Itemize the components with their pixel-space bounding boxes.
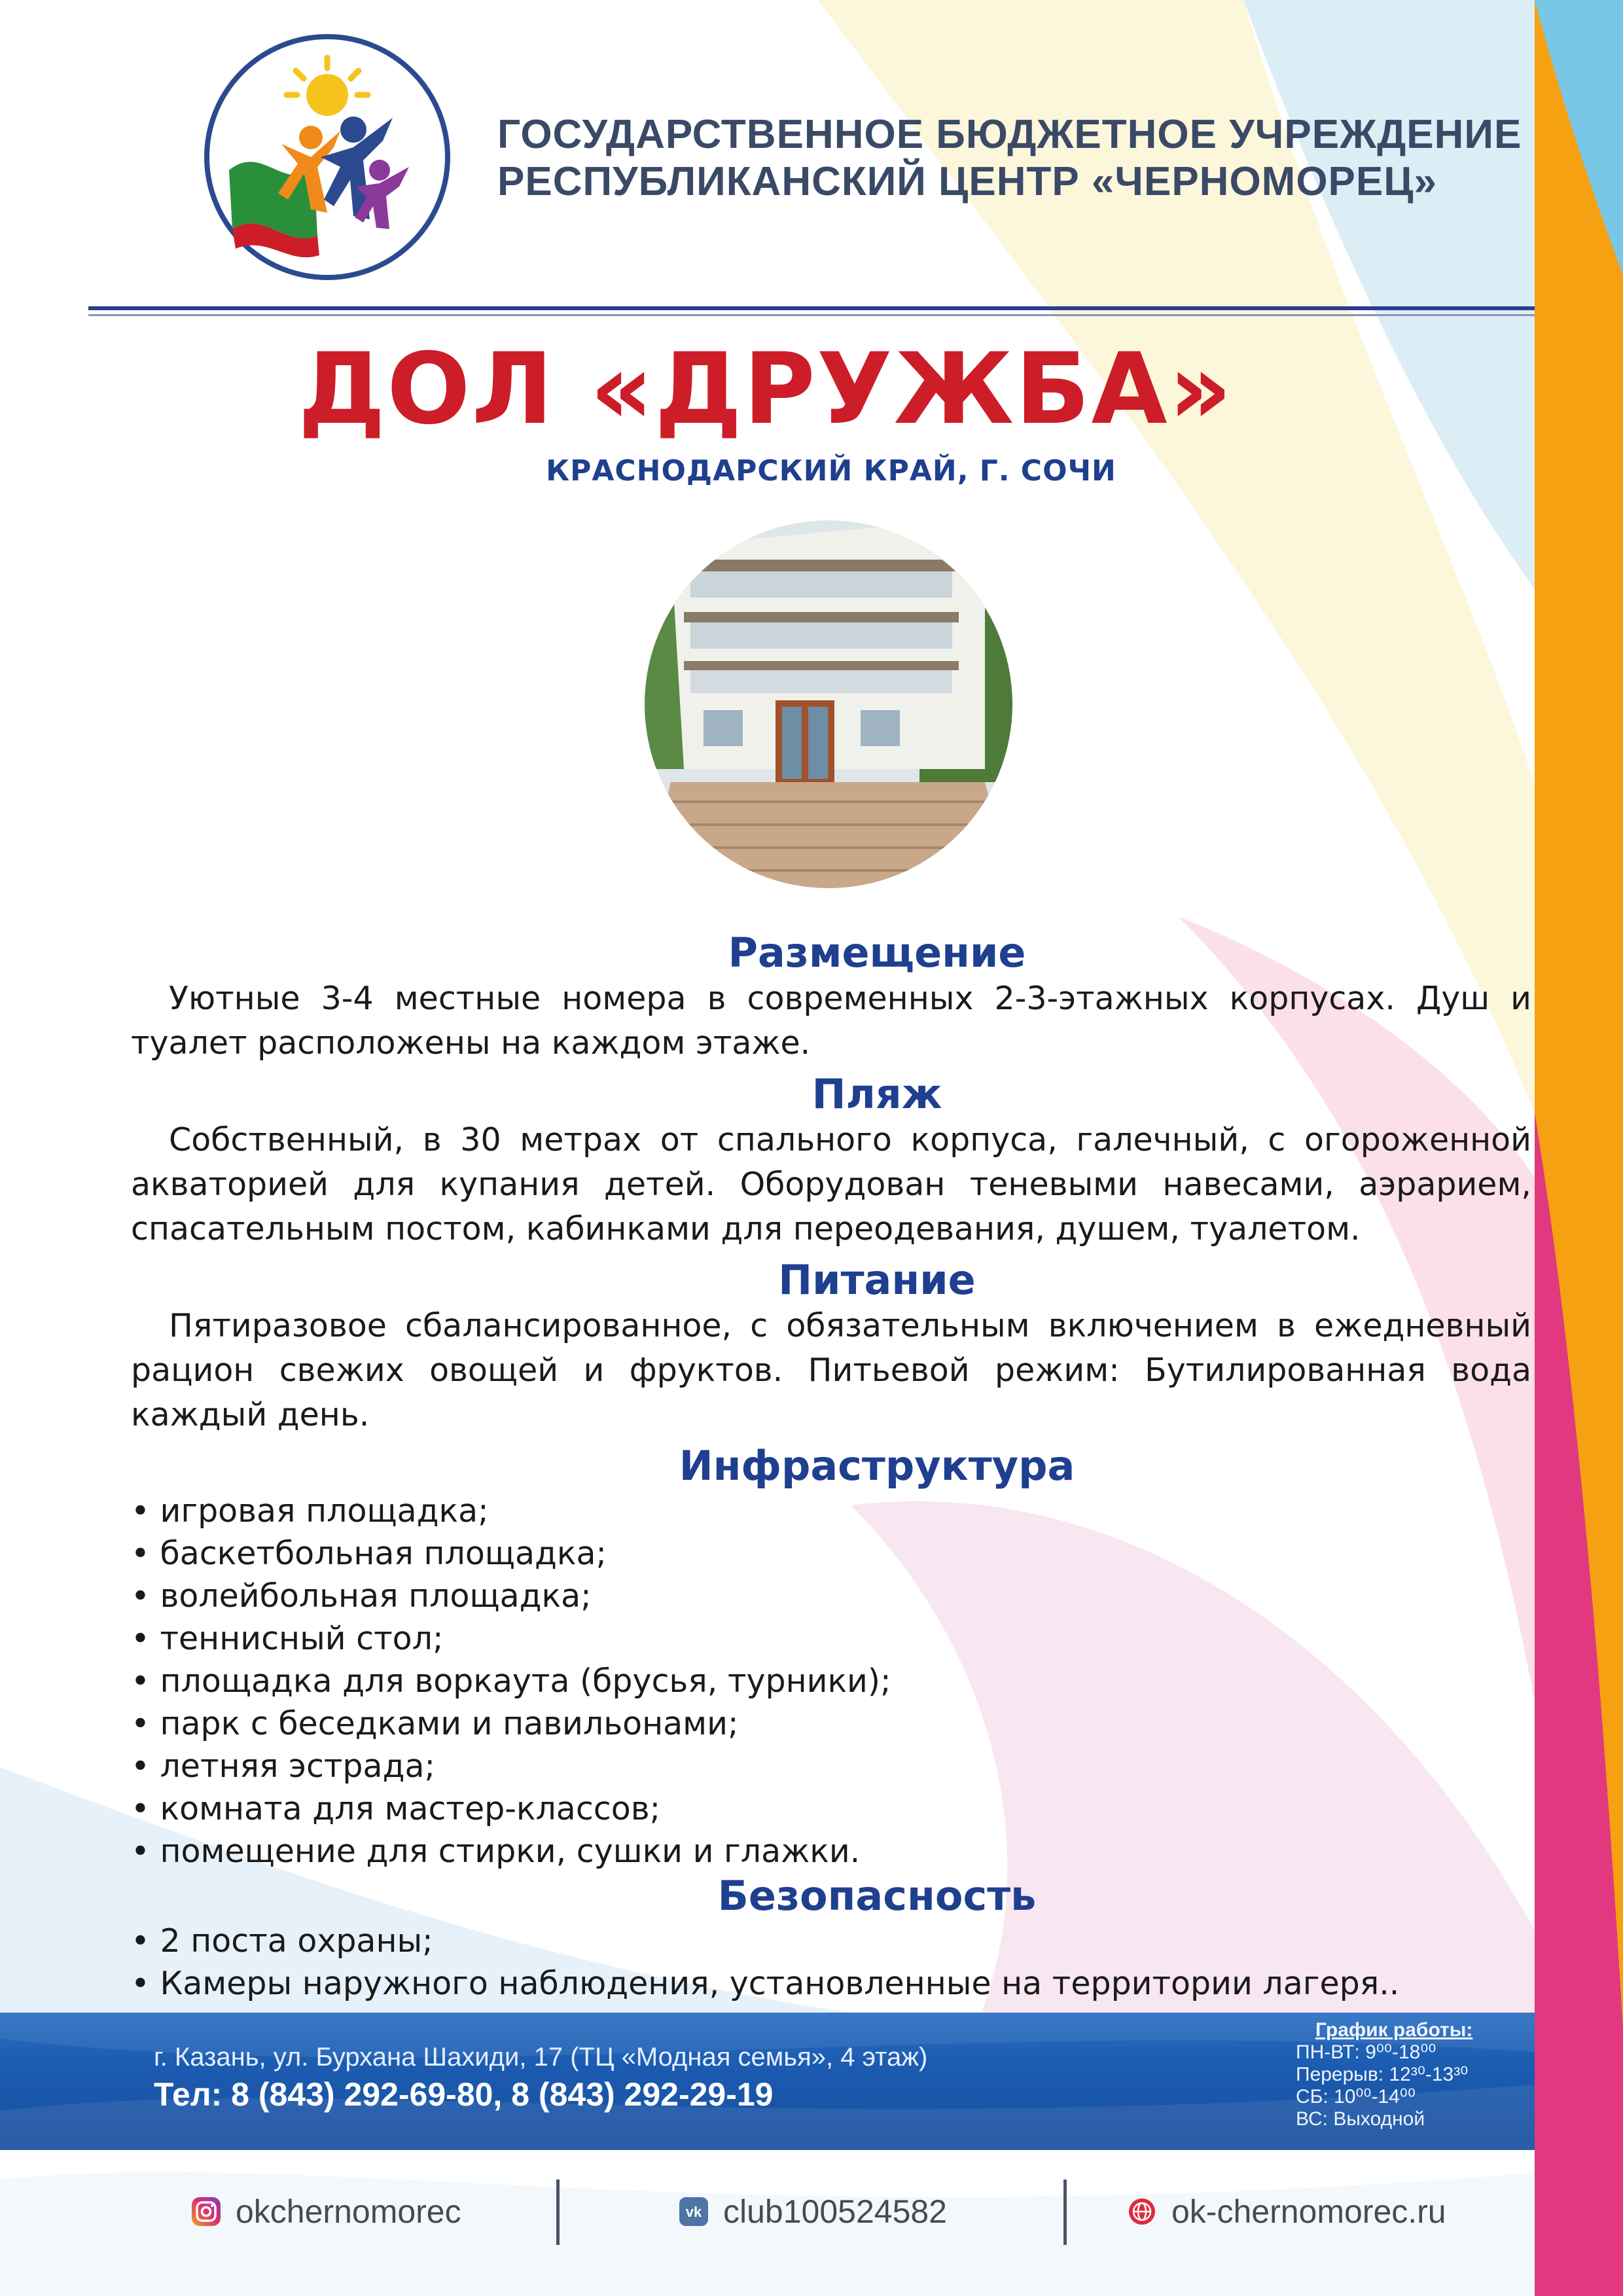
security-list — [131, 1920, 1531, 2005]
section-title-beach: Пляж — [812, 1070, 942, 1118]
svg-text:vk: vk — [685, 2204, 702, 2220]
page-title: ДОЛ «ДРУЖБА» — [298, 332, 1234, 446]
section-title-accommodation: Размещение — [728, 929, 1026, 977]
header-divider — [88, 306, 1535, 310]
schedule-weekdays: ПН-ВТ: 9⁰⁰-18⁰⁰ — [1296, 2041, 1436, 2063]
schedule-break: Перерыв: 12³⁰-13³⁰ — [1296, 2064, 1469, 2085]
organization-name-line1: ГОСУДАРСТВЕННОЕ БЮДЖЕТНОЕ УЧРЕЖДЕНИЕ — [497, 112, 1522, 157]
social-divider — [1063, 2179, 1067, 2245]
list-item: • теннисный стол; — [131, 1617, 1531, 1660]
infrastructure-list — [131, 1490, 1531, 1873]
camp-building-photo — [645, 520, 1012, 888]
section-title-infrastructure: Инфраструктура — [679, 1442, 1075, 1490]
footer-address: г. Казань, ул. Бурхана Шахиди, 17 (ТЦ «Модная семья», 4 этаж) — [154, 2043, 928, 2072]
instagram-link[interactable] — [190, 2193, 461, 2231]
organization-name — [497, 111, 1522, 206]
list-item: • Камеры наружного наблюдения, установленные на территории лагеря.. — [131, 1962, 1531, 2005]
list-item: • баскетбольная площадка; — [131, 1532, 1531, 1575]
globe-icon — [1126, 2195, 1158, 2228]
schedule-title: График работы: — [1315, 2019, 1473, 2041]
footer-phones[interactable]: Тел: 8 (843) 292-69-80, 8 (843) 292-29-19 — [154, 2076, 774, 2113]
vk-icon — [677, 2195, 710, 2228]
food-text: Пятиразовое сбалансированное, с обязательным включением в ежедневный рацион свежих овощей и фруктов. Питьевой режим: Бутилированная вода каждый день. — [131, 1307, 1531, 1433]
organization-logo — [203, 33, 452, 281]
header-divider-thin — [88, 314, 1535, 316]
list-item: • игровая площадка; — [131, 1490, 1531, 1532]
list-item: • комната для мастер-классов; — [131, 1787, 1531, 1830]
accommodation-text: Уютные 3-4 местные номера в современных 2-3-этажных корпусах. Душ и туалет расположены на каждом этаже. — [131, 980, 1531, 1062]
list-item: • летняя эстрада; — [131, 1745, 1531, 1787]
list-item: • площадка для воркаута (брусья, турники); — [131, 1660, 1531, 1702]
website-link[interactable] — [1126, 2193, 1446, 2231]
organization-name-line2: РЕСПУБЛИКАНСКИЙ ЦЕНТР «ЧЕРНОМОРЕЦ» — [497, 159, 1438, 204]
schedule-saturday: СБ: 10⁰⁰-14⁰⁰ — [1296, 2086, 1416, 2108]
vk-link[interactable] — [677, 2193, 947, 2231]
list-item: • 2 поста охраны; — [131, 1920, 1531, 1962]
list-item: • помещение для стирки, сушки и глажки. — [131, 1830, 1531, 1873]
social-divider — [556, 2179, 560, 2245]
vk-group: club100524582 — [723, 2193, 947, 2230]
main-content — [131, 929, 1531, 2005]
beach-text: Собственный, в 30 метрах от спального корпуса, галечный, с огороженной акваторией для купания детей. Оборудован теневыми навесами, аэрарием, спасательным постом, кабинками для переодевания, душем, туалетом. — [131, 1121, 1531, 1247]
social-links — [0, 2179, 1535, 2251]
location-subtitle: КРАСНОДАРСКИЙ КРАЙ, Г. СОЧИ — [546, 454, 1116, 488]
schedule-sunday: ВС: Выходной — [1296, 2108, 1425, 2130]
section-title-food: Питание — [778, 1256, 976, 1304]
list-item: • волейбольная площадка; — [131, 1575, 1531, 1617]
website-url: ok-chernomorec.ru — [1171, 2193, 1446, 2230]
instagram-icon — [190, 2195, 223, 2228]
section-title-security: Безопасность — [717, 1872, 1037, 1920]
instagram-handle: okchernomorec — [236, 2193, 461, 2230]
work-schedule — [1296, 2019, 1472, 2130]
list-item: • парк с беседками и павильонами; — [131, 1702, 1531, 1745]
